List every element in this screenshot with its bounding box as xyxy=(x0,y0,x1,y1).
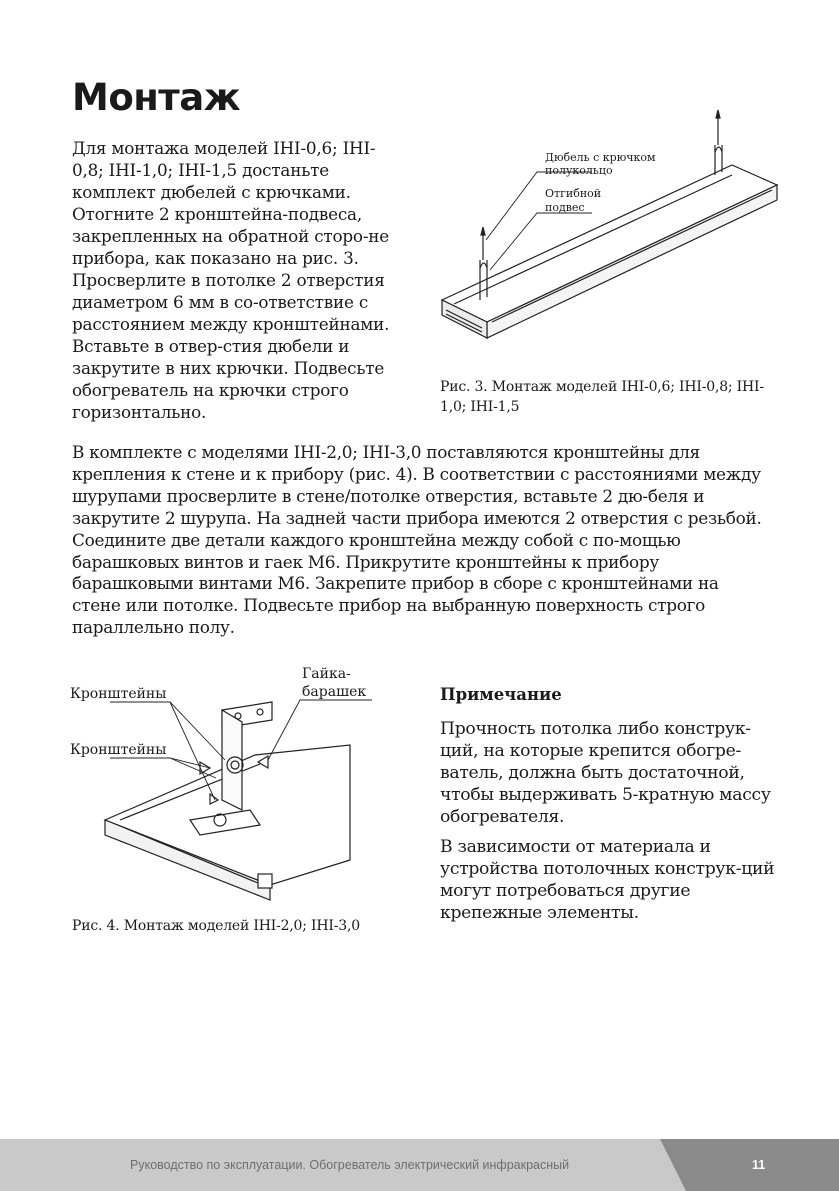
heater-body xyxy=(442,165,777,338)
label-bracket-line1: Отгибной xyxy=(545,187,602,200)
label-nut-line1: Гайка- xyxy=(302,666,351,682)
label-nut-line2: барашек xyxy=(302,684,367,700)
footer-text: Руководство по эксплуатации. Обогреватель электрический инфракрасный xyxy=(130,1158,570,1172)
label-dowel-line1: Дюбель с крючком xyxy=(545,151,656,164)
label-bracket-line2: подвес xyxy=(545,201,585,214)
figure-4-illustration xyxy=(60,660,400,905)
note-heading: Примечание xyxy=(440,685,562,704)
figure-3-illustration xyxy=(432,100,792,355)
figure-4-caption: Рис. 4. Монтаж моделей IHI-2,0; IHI-3,0 xyxy=(72,918,360,934)
label-dowel-line2: полукольцо xyxy=(545,164,613,177)
figure-3-caption: Рис. 3. Монтаж моделей IHI-0,6; IHI-0,8; IHI-1,0; IHI-1,5 xyxy=(440,379,764,415)
footer-page-tab xyxy=(660,1139,839,1191)
note-text-2: В зависимости от материала и устройства потолочных конструк-ций могут потребоваться другие крепежные элементы. xyxy=(440,837,775,924)
mounting-paragraph-1: Для монтажа моделей IHI-0,6; IHI-0,8; IHI-1,0; IHI-1,5 достаньте комплект дюбелей с крючками. Отогните 2 кронштейна-подвеса, закрепленных на обратной сторо-не прибора, как показано на рис. 3. Просверлите в потолке 2 отверстия диаметром 6 мм в со-ответствие с расстоянием между кронштейнами. Вставьте в отвер-стия дюбели и закрутите в них крючки. Подвесьте обогреватель на крючки строго горизонтально. xyxy=(72,138,390,422)
right-hanger xyxy=(715,110,722,175)
label-brackets-bottom: Кронштейны xyxy=(70,742,167,758)
note-text-1: Прочность потолка либо конструк-ций, на которые крепится обогре-ватель, должна быть достаточной, чтобы выдерживать 5-кратную массу обогревателя. xyxy=(440,719,771,828)
page-number: 11 xyxy=(752,1158,766,1172)
page-title: Монтаж xyxy=(72,76,241,119)
label-brackets-top: Кронштейны xyxy=(70,686,167,702)
mounting-paragraph-2: В комплекте с моделями IHI-2,0; IHI-3,0 поставляются кронштейны для крепления к стене и к прибору (рис. 4). В соответствии с расстояниями между шурупами просверлите в стене/потолке отверстия, вставьте 2 дю-беля и закрутите 2 шурупа. На задней части прибора имеются 2 отверстия с резьбой. Соедините две детали каждого кронштейна между собой с по-мощью барашковых винтов и гаек М6. Прикрутите кронштейны к прибору барашковыми винтами М6. Закрепите прибор в сборе с кронштейнами на стене или потолке. Подвесьте прибор на выбранную поверхность строго параллельно полу. xyxy=(72,442,762,638)
